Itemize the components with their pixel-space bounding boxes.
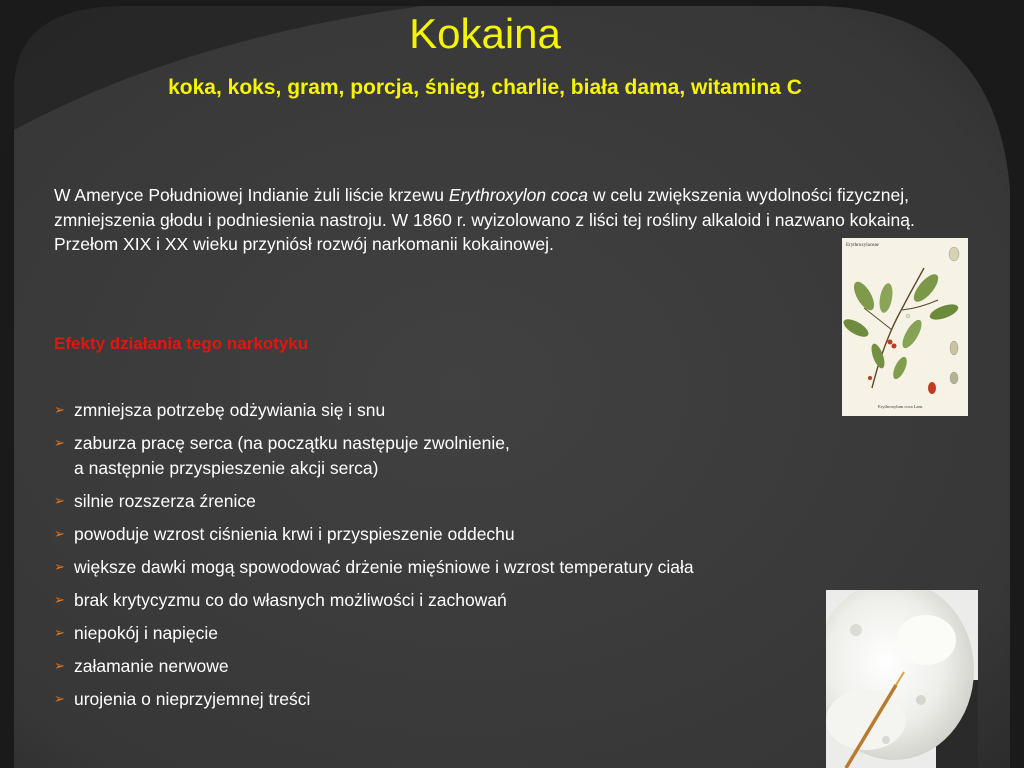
- arrow-bullet-icon: ➢: [54, 690, 65, 706]
- list-item: [54, 431, 914, 480]
- list-item-text: większe dawki mogą spowodować drżenie mięśniowe i wzrost temperatury ciała: [74, 556, 694, 577]
- list-item: [54, 588, 914, 613]
- arrow-bullet-icon: ➢: [54, 591, 65, 607]
- list-item-text: urojenia o nieprzyjemnej treści: [74, 688, 311, 709]
- list-item-text-continuation: a następnie przyspieszenie akcji serca): [74, 457, 379, 478]
- list-item-text: załamanie nerwowe: [74, 655, 229, 676]
- arrow-bullet-icon: ➢: [54, 435, 65, 450]
- arrow-bullet-icon: ➢: [54, 657, 65, 673]
- arrow-bullet-icon: ➢: [54, 402, 65, 417]
- plant-caption-bottom: Erythroxylum coca Lam.: [878, 404, 924, 409]
- list-item-text: silnie rozszerza źrenice: [74, 490, 256, 511]
- intro-part2: w celu zwiększenia wydolności fizycznej, zmniejszenia głodu i podniesienia nastroju. W 1860 r. wyizolowano z liści tej rośliny alkaloid i nazwano kokainą.: [54, 185, 915, 230]
- list-item-text: niepokój i napięcie: [74, 622, 218, 643]
- list-item-text: powoduje wzrost ciśnienia krwi i przyspieszenie oddechu: [74, 523, 515, 544]
- arrow-bullet-icon: ➢: [54, 525, 65, 541]
- species-name: Erythroxylon coca: [448, 185, 588, 205]
- list-item: [54, 687, 914, 712]
- list-item-text: zaburza pracę serca (na początku następuje zwolnienie,: [74, 433, 510, 453]
- list-item: [54, 555, 914, 580]
- intro-part1: W Ameryce Południowej Indianie żuli liście krzewu: [54, 185, 449, 205]
- intro-line2: Przełom XIX i XX wieku przyniósł rozwój narkomanii kokainowej.: [54, 234, 554, 254]
- list-item-text: zmniejsza potrzebę odżywiania się i snu: [74, 400, 386, 420]
- arrow-bullet-icon: ➢: [54, 492, 65, 508]
- slide-subtitle: koka, koks, gram, porcja, śnieg, charlie, biała dama, witamina C: [168, 76, 802, 99]
- list-item: [54, 398, 914, 423]
- plant-caption-top: Erythroxylaceae: [846, 243, 879, 248]
- effects-heading: Efekty działania tego narkotyku: [54, 334, 309, 353]
- cocaine-powder-photo: [826, 590, 978, 768]
- intro-paragraph: [54, 183, 954, 257]
- coca-plant-illustration: [842, 238, 968, 416]
- list-item: [54, 654, 914, 679]
- intro-text: [54, 183, 954, 232]
- slide-title: Kokaina: [409, 10, 561, 57]
- arrow-bullet-icon: ➢: [54, 624, 65, 640]
- effects-list: [54, 398, 914, 720]
- list-item: [54, 621, 914, 646]
- list-item: [54, 489, 914, 514]
- list-item-text: brak krytycyzmu co do własnych możliwości i zachowań: [74, 589, 507, 610]
- arrow-bullet-icon: ➢: [54, 558, 65, 574]
- list-item: [54, 522, 914, 547]
